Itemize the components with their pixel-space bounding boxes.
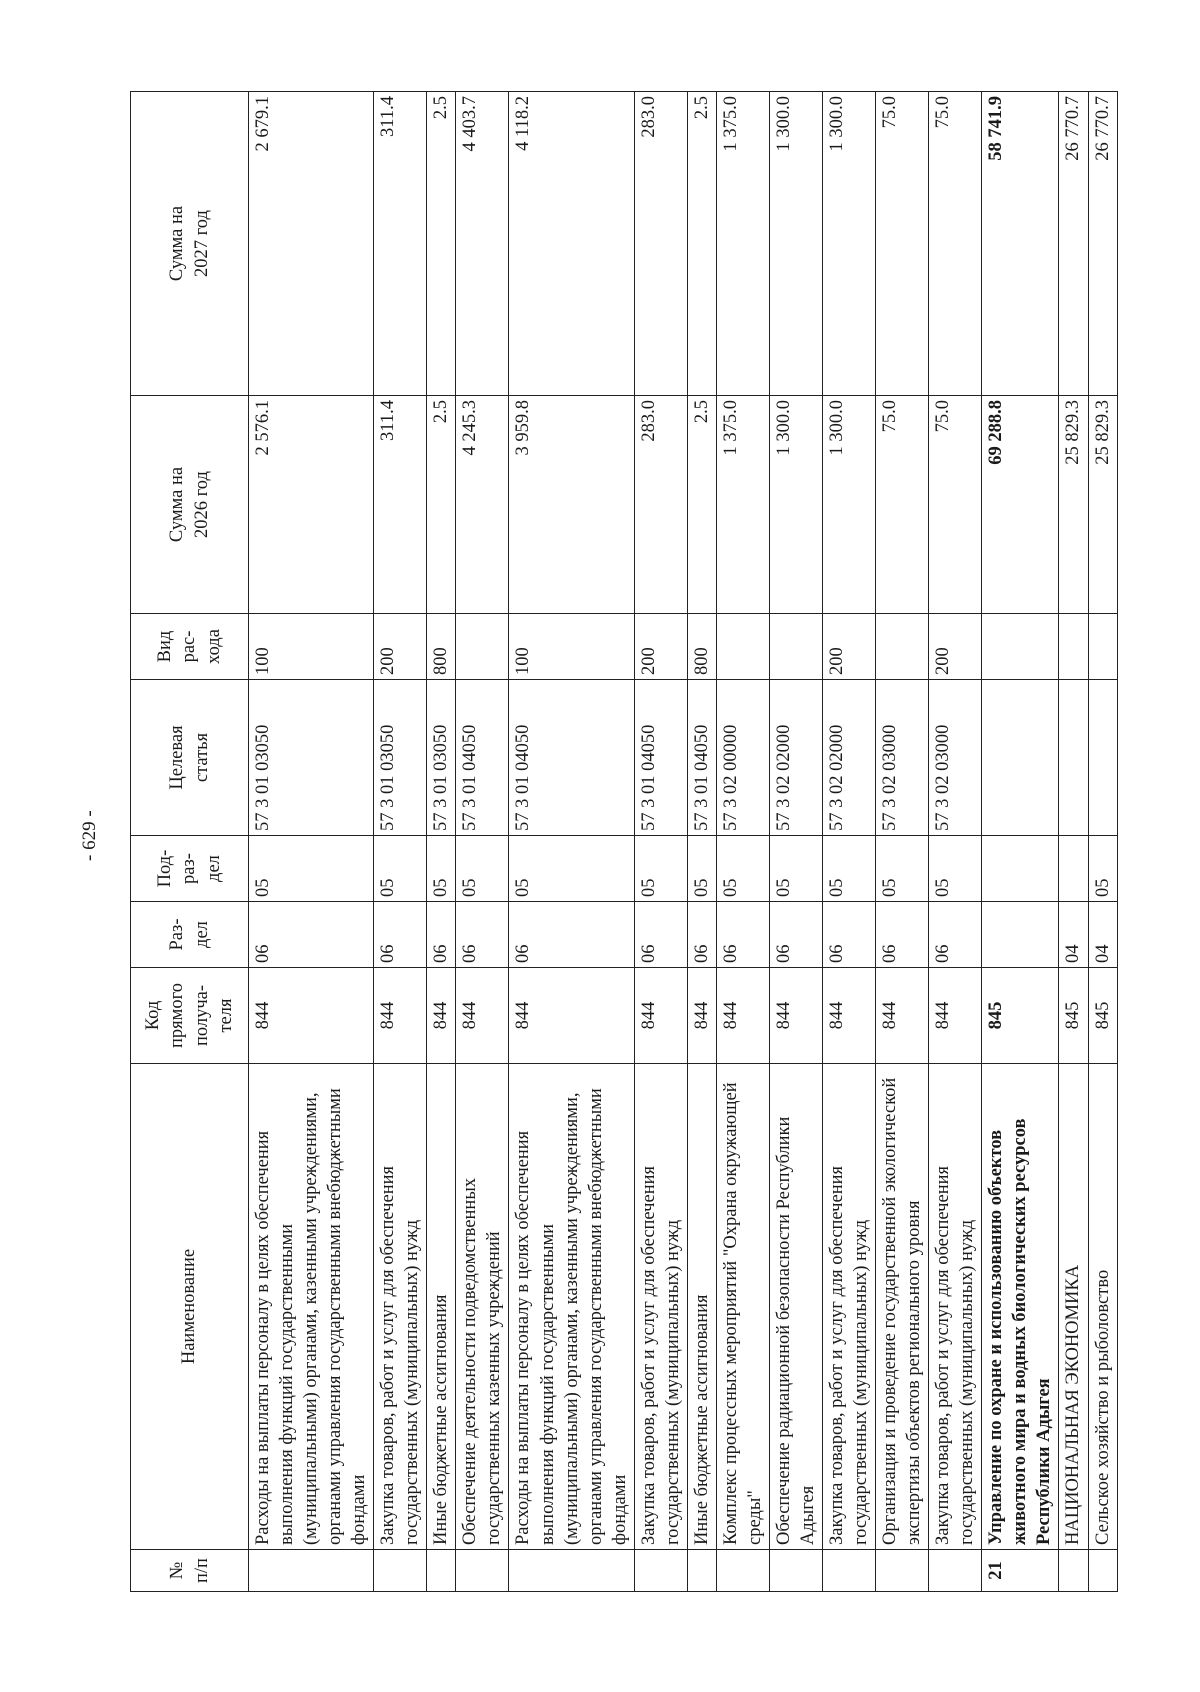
row-sum-2027: 2 679.1 — [249, 92, 374, 396]
row-sum-2027: 4 403.7 — [456, 92, 509, 396]
table-row — [1088, 92, 1117, 1592]
row-num — [823, 1550, 876, 1592]
row-name: Иные бюджетные ассигнования — [427, 1064, 456, 1550]
row-num — [509, 1550, 634, 1592]
row-name: Расходы на выплаты персоналу в целях обеспечения выполнения функций государственными (муниципальными) органами, казенными учреждениями, органами управления государственными внебюджетными фондами — [249, 1064, 374, 1550]
row-subsection: 05 — [456, 836, 509, 902]
row-sum-2026: 311.4 — [374, 396, 427, 614]
row-expense-type: 100 — [509, 614, 634, 680]
row-num — [427, 1550, 456, 1592]
row-name: Организация и проведение государственной экологической экспертизы объектов регионального уровня — [876, 1064, 929, 1550]
row-sum-2027: 311.4 — [374, 92, 427, 396]
row-num — [687, 1550, 716, 1592]
row-target-article: 57 3 01 03050 — [427, 680, 456, 836]
row-name: Расходы на выплаты персоналу в целях обеспечения выполнения функций государственными (муниципальными) органами, казенными учреждениями, органами управления государственными внебюджетными фондами — [509, 1064, 634, 1550]
row-target-article — [1059, 680, 1088, 836]
row-subsection: 05 — [716, 836, 769, 902]
row-sum-2027: 2.5 — [687, 92, 716, 396]
row-section: 06 — [823, 902, 876, 968]
row-target-article — [982, 680, 1059, 836]
row-sum-2026: 1 375.0 — [716, 396, 769, 614]
row-sum-2027: 1 375.0 — [716, 92, 769, 396]
row-expense-type: 200 — [374, 614, 427, 680]
row-name: Закупка товаров, работ и услуг для обеспечения государственных (муниципальных) нужд — [634, 1064, 687, 1550]
row-name: Комплекс процессных мероприятий "Охрана окружающей среды" — [716, 1064, 769, 1550]
row-recipient-code: 845 — [982, 968, 1059, 1064]
header-target-article: Целевая статья — [131, 680, 249, 836]
row-sum-2027: 4 118.2 — [509, 92, 634, 396]
row-recipient-code: 844 — [929, 968, 982, 1064]
row-name: Иные бюджетные ассигнования — [687, 1064, 716, 1550]
table-row — [876, 92, 929, 1592]
row-recipient-code: 844 — [634, 968, 687, 1064]
row-subsection — [1059, 836, 1088, 902]
budget-table — [130, 91, 1118, 1592]
table-row — [509, 92, 634, 1592]
row-section: 06 — [687, 902, 716, 968]
row-num — [1059, 1550, 1088, 1592]
row-name: Сельское хозяйство и рыболовство — [1088, 1064, 1117, 1550]
row-section: 04 — [1088, 902, 1117, 968]
row-section: 06 — [929, 902, 982, 968]
row-expense-type — [769, 614, 822, 680]
row-subsection: 05 — [876, 836, 929, 902]
row-sum-2026: 2 576.1 — [249, 396, 374, 614]
row-expense-type: 100 — [249, 614, 374, 680]
row-recipient-code: 844 — [427, 968, 456, 1064]
row-subsection: 05 — [687, 836, 716, 902]
row-subsection — [982, 836, 1059, 902]
row-sum-2027: 1 300.0 — [769, 92, 822, 396]
row-expense-type: 200 — [823, 614, 876, 680]
row-sum-2027: 1 300.0 — [823, 92, 876, 396]
header-name: Наименование — [131, 1064, 249, 1550]
row-num — [249, 1550, 374, 1592]
row-recipient-code: 844 — [876, 968, 929, 1064]
row-sum-2027: 75.0 — [929, 92, 982, 396]
row-section: 06 — [427, 902, 456, 968]
header-subsection: Под- раз- дел — [131, 836, 249, 902]
row-target-article: 57 3 02 00000 — [716, 680, 769, 836]
row-num — [716, 1550, 769, 1592]
row-section: 06 — [769, 902, 822, 968]
row-sum-2027: 26 770.7 — [1088, 92, 1117, 396]
row-target-article: 57 3 02 02000 — [823, 680, 876, 836]
row-target-article: 57 3 02 03000 — [876, 680, 929, 836]
row-num — [456, 1550, 509, 1592]
row-expense-type — [1059, 614, 1088, 680]
row-subsection: 05 — [823, 836, 876, 902]
row-expense-type — [716, 614, 769, 680]
table-row — [1059, 92, 1088, 1592]
row-num — [876, 1550, 929, 1592]
table-body — [249, 92, 1118, 1592]
row-sum-2026: 75.0 — [876, 396, 929, 614]
row-num: 21 — [982, 1550, 1059, 1592]
row-recipient-code: 845 — [1088, 968, 1117, 1064]
row-recipient-code: 845 — [1059, 968, 1088, 1064]
row-name: Закупка товаров, работ и услуг для обеспечения государственных (муниципальных) нужд — [823, 1064, 876, 1550]
row-target-article: 57 3 01 04050 — [687, 680, 716, 836]
row-section: 06 — [374, 902, 427, 968]
row-expense-type — [1088, 614, 1117, 680]
table-row — [687, 92, 716, 1592]
row-num — [929, 1550, 982, 1592]
row-target-article: 57 3 01 04050 — [509, 680, 634, 836]
row-target-article — [1088, 680, 1117, 836]
header-sum-2027: Сумма на 2027 год — [131, 92, 249, 396]
row-name: Закупка товаров, работ и услуг для обеспечения государственных (муниципальных) нужд — [929, 1064, 982, 1550]
table-row — [456, 92, 509, 1592]
row-recipient-code: 844 — [374, 968, 427, 1064]
row-sum-2026: 69 288.8 — [982, 396, 1059, 614]
row-sum-2026: 25 829.3 — [1088, 396, 1117, 614]
row-recipient-code: 844 — [716, 968, 769, 1064]
table-row — [249, 92, 374, 1592]
row-sum-2026: 4 245.3 — [456, 396, 509, 614]
rotated-page-content — [130, 92, 1113, 1592]
row-subsection: 05 — [929, 836, 982, 902]
row-sum-2027: 75.0 — [876, 92, 929, 396]
row-recipient-code: 844 — [456, 968, 509, 1064]
row-sum-2026: 2.5 — [427, 396, 456, 614]
row-recipient-code: 844 — [823, 968, 876, 1064]
row-subsection: 05 — [509, 836, 634, 902]
header-section: Раз- дел — [131, 902, 249, 968]
header-sum-2026: Сумма на 2026 год — [131, 396, 249, 614]
table-row — [769, 92, 822, 1592]
row-sum-2027: 2.5 — [427, 92, 456, 396]
row-subsection: 05 — [1088, 836, 1117, 902]
row-sum-2027: 58 741.9 — [982, 92, 1059, 396]
table-row — [929, 92, 982, 1592]
row-sum-2026: 75.0 — [929, 396, 982, 614]
row-sum-2027: 26 770.7 — [1059, 92, 1088, 396]
row-expense-type: 200 — [929, 614, 982, 680]
row-sum-2026: 1 300.0 — [769, 396, 822, 614]
table-row — [634, 92, 687, 1592]
row-recipient-code: 844 — [249, 968, 374, 1064]
row-target-article: 57 3 01 04050 — [634, 680, 687, 836]
row-num — [1088, 1550, 1117, 1592]
row-target-article: 57 3 01 03050 — [249, 680, 374, 836]
row-subsection: 05 — [769, 836, 822, 902]
table-row — [374, 92, 427, 1592]
row-target-article: 57 3 02 03000 — [929, 680, 982, 836]
row-num — [634, 1550, 687, 1592]
row-expense-type: 200 — [634, 614, 687, 680]
row-target-article: 57 3 01 03050 — [374, 680, 427, 836]
row-subsection: 05 — [374, 836, 427, 902]
row-section: 06 — [249, 902, 374, 968]
row-expense-type — [876, 614, 929, 680]
table-row — [982, 92, 1059, 1592]
row-sum-2026: 2.5 — [687, 396, 716, 614]
row-recipient-code: 844 — [509, 968, 634, 1064]
row-subsection: 05 — [634, 836, 687, 902]
row-name: Обеспечение радиационной безопасности Республики Адыгея — [769, 1064, 822, 1550]
row-name: Управление по охране и использованию объектов животного мира и водных биологических ресурсов Республики Адыгея — [982, 1064, 1059, 1550]
row-target-article: 57 3 02 02000 — [769, 680, 822, 836]
row-section: 04 — [1059, 902, 1088, 968]
table-row — [427, 92, 456, 1592]
row-name: Закупка товаров, работ и услуг для обеспечения государственных (муниципальных) нужд — [374, 1064, 427, 1550]
row-recipient-code: 844 — [687, 968, 716, 1064]
table-row — [823, 92, 876, 1592]
row-name: Обеспечение деятельности подведомственных государственных казенных учреждений — [456, 1064, 509, 1550]
row-section — [982, 902, 1059, 968]
row-subsection: 05 — [249, 836, 374, 902]
row-section: 06 — [716, 902, 769, 968]
row-subsection: 05 — [427, 836, 456, 902]
row-name: НАЦИОНАЛЬНАЯ ЭКОНОМИКА — [1059, 1064, 1088, 1550]
row-expense-type — [456, 614, 509, 680]
row-sum-2027: 283.0 — [634, 92, 687, 396]
row-expense-type: 800 — [427, 614, 456, 680]
header-num: № п/п — [131, 1550, 249, 1592]
row-recipient-code: 844 — [769, 968, 822, 1064]
table-header-row — [131, 92, 249, 1592]
row-target-article: 57 3 01 04050 — [456, 680, 509, 836]
row-sum-2026: 3 959.8 — [509, 396, 634, 614]
row-num — [374, 1550, 427, 1592]
row-sum-2026: 283.0 — [634, 396, 687, 614]
row-sum-2026: 25 829.3 — [1059, 396, 1088, 614]
row-section: 06 — [456, 902, 509, 968]
row-section: 06 — [509, 902, 634, 968]
row-expense-type: 800 — [687, 614, 716, 680]
header-expense-type: Вид рас- хода — [131, 614, 249, 680]
row-num — [769, 1550, 822, 1592]
page-number: - 629 - — [79, 810, 100, 861]
row-section: 06 — [634, 902, 687, 968]
header-recipient-code: Код прямого получа- теля — [131, 968, 249, 1064]
row-section: 06 — [876, 902, 929, 968]
row-expense-type — [982, 614, 1059, 680]
table-row — [716, 92, 769, 1592]
row-sum-2026: 1 300.0 — [823, 396, 876, 614]
